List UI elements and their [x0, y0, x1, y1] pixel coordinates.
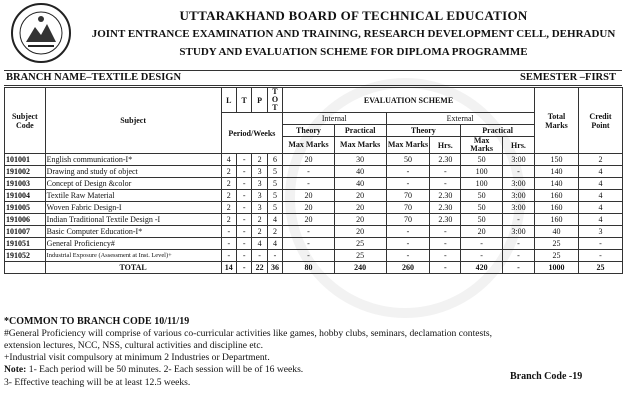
cell-p: 3	[252, 202, 267, 214]
col-external-theory: Theory	[386, 125, 461, 137]
cell-l: 2	[221, 202, 236, 214]
total-t: -	[236, 262, 251, 274]
cell-ext-practical-hrs: 3:00	[503, 178, 535, 190]
cell-tot: 5	[267, 202, 282, 214]
cell-ext-practical-hrs: 3:00	[503, 154, 535, 166]
board-title: UTTARAKHAND BOARD OF TECHNICAL EDUCATION	[179, 8, 528, 23]
branch-name: BRANCH NAME–TEXTILE DESIGN	[6, 72, 182, 83]
semester-label: SEMESTER –FIRST	[520, 72, 616, 83]
col-int-practical-max: Max Marks	[334, 137, 386, 154]
col-ext-practical-max: Max Marks	[461, 137, 503, 154]
cell-ext-practical-max: 50	[461, 202, 503, 214]
cell-t: -	[236, 166, 251, 178]
cell-t: -	[236, 202, 251, 214]
cell-code: 191051	[5, 238, 46, 250]
cell-int-practical-max: 20	[334, 214, 386, 226]
cell-t: -	[236, 178, 251, 190]
col-internal: Internal	[283, 113, 386, 125]
total-subject: TOTAL	[45, 262, 221, 274]
cell-ext-theory-max: -	[386, 238, 430, 250]
footer-line-1: #General Proficiency will comprise of various co-curricular activities like games, hobby clubs, seminars, declamation contests,	[4, 328, 493, 339]
col-credit-point: Credit Point	[578, 88, 622, 154]
col-period-weeks: Period/Weeks	[221, 113, 283, 154]
cell-ext-practical-hrs: -	[503, 238, 535, 250]
cell-int-practical-max: 40	[334, 178, 386, 190]
cell-code: 191006	[5, 214, 46, 226]
cell-credit-point: 4	[578, 214, 622, 226]
cell-int-practical-max: 20	[334, 226, 386, 238]
cell-ext-theory-hrs: -	[430, 178, 461, 190]
cell-p: 3	[252, 178, 267, 190]
cell-subject: Concept of Design &color	[45, 178, 221, 190]
cell-ext-practical-hrs: 3:00	[503, 202, 535, 214]
cell-ext-practical-hrs: -	[503, 250, 535, 262]
table-row	[5, 178, 623, 190]
cell-ext-practical-hrs: -	[503, 214, 535, 226]
cell-int-theory-max: -	[283, 250, 335, 262]
cell-total-marks: 160	[534, 202, 578, 214]
total-code	[5, 262, 46, 274]
cell-subject: Industrial Exposure (Assessment at Inst. Level)+	[45, 250, 221, 262]
cell-tot: 4	[267, 238, 282, 250]
cell-int-practical-max: 20	[334, 202, 386, 214]
col-external-practical: Practical	[461, 125, 535, 137]
cell-credit-point: 3	[578, 226, 622, 238]
col-total-marks: Total Marks	[534, 88, 578, 154]
total-ext-theory-max: 260	[386, 262, 430, 274]
cell-l: -	[221, 250, 236, 262]
total-ext-practical-max: 420	[461, 262, 503, 274]
cell-int-theory-max: -	[283, 238, 335, 250]
cell-int-practical-max: 25	[334, 238, 386, 250]
cell-p: 3	[252, 166, 267, 178]
cell-subject: Textile Raw Material	[45, 190, 221, 202]
col-tot: T O T	[267, 88, 282, 113]
table-row	[5, 226, 623, 238]
cell-ext-practical-max: 50	[461, 214, 503, 226]
cell-p: 3	[252, 190, 267, 202]
col-subject: Subject	[45, 88, 221, 154]
cell-total-marks: 140	[534, 166, 578, 178]
table-row	[5, 238, 623, 250]
cell-tot: 4	[267, 214, 282, 226]
cell-title: JOINT ENTRANCE EXAMINATION AND TRAINING, RESEARCH DEVELOPMENT CELL, DEHRADUN	[91, 28, 616, 40]
cell-l: 2	[221, 214, 236, 226]
footer-line-5: 3- Effective teaching will be at least 12.5 weeks.	[4, 377, 191, 388]
cell-subject: Indian Traditional Textile Design -I	[45, 214, 221, 226]
cell-code: 191003	[5, 178, 46, 190]
total-int-theory-max: 80	[283, 262, 335, 274]
cell-credit-point: 4	[578, 166, 622, 178]
cell-ext-theory-max: -	[386, 250, 430, 262]
cell-int-practical-max: 40	[334, 166, 386, 178]
cell-ext-practical-max: 20	[461, 226, 503, 238]
cell-tot: 2	[267, 226, 282, 238]
branch-code: Branch Code -19	[510, 371, 583, 382]
cell-ext-theory-max: 70	[386, 202, 430, 214]
cell-l: 4	[221, 154, 236, 166]
cell-total-marks: 150	[534, 154, 578, 166]
cell-tot: 6	[267, 154, 282, 166]
total-l: 14	[221, 262, 236, 274]
cell-p: 2	[252, 226, 267, 238]
cell-code: 101001	[5, 154, 46, 166]
cell-ext-theory-hrs: -	[430, 238, 461, 250]
cell-tot: 5	[267, 190, 282, 202]
cell-int-theory-max: 20	[283, 190, 335, 202]
total-p: 22	[252, 262, 267, 274]
col-ext-theory-hrs: Hrs.	[430, 137, 461, 154]
cell-ext-theory-hrs: 2.30	[430, 202, 461, 214]
page-header	[0, 0, 627, 70]
cell-total-marks: 160	[534, 214, 578, 226]
cell-ext-theory-max: 70	[386, 214, 430, 226]
cell-ext-theory-hrs: -	[430, 250, 461, 262]
cell-ext-theory-hrs: 2.30	[430, 154, 461, 166]
cell-ext-practical-hrs: 3:00	[503, 190, 535, 202]
note-text: 1- Each period will be 50 minutes. 2- Each session will be of 16 weeks.	[26, 364, 304, 375]
cell-subject: English communication-I*	[45, 154, 221, 166]
cell-t: -	[236, 154, 251, 166]
cell-ext-practical-hrs: 3:00	[503, 226, 535, 238]
cell-code: 191002	[5, 166, 46, 178]
cell-int-theory-max: 20	[283, 214, 335, 226]
col-ext-theory-max: Max Marks	[386, 137, 430, 154]
col-subject-code: Subject Code	[5, 88, 46, 154]
cell-total-marks: 140	[534, 178, 578, 190]
cell-subject: Basic Computer Education-I*	[45, 226, 221, 238]
col-t: T	[236, 88, 251, 113]
cell-ext-theory-max: -	[386, 226, 430, 238]
table-row	[5, 154, 623, 166]
total-total-marks: 1000	[534, 262, 578, 274]
cell-l: -	[221, 226, 236, 238]
total-tot: 36	[267, 262, 282, 274]
cell-int-theory-max: -	[283, 226, 335, 238]
cell-credit-point: 4	[578, 202, 622, 214]
cell-ext-theory-max: 50	[386, 154, 430, 166]
common-note: *COMMON TO BRANCH CODE 10/11/19	[4, 316, 190, 327]
cell-l: -	[221, 238, 236, 250]
col-int-theory-max: Max Marks	[283, 137, 335, 154]
footer-note	[4, 364, 303, 375]
cell-p: 4	[252, 238, 267, 250]
cell-total-marks: 25	[534, 238, 578, 250]
cell-ext-practical-max: -	[461, 238, 503, 250]
total-credit-point: 25	[578, 262, 622, 274]
total-row	[5, 262, 623, 274]
cell-tot: 5	[267, 178, 282, 190]
cell-credit-point: 4	[578, 190, 622, 202]
cell-credit-point: -	[578, 238, 622, 250]
cell-tot: 5	[267, 166, 282, 178]
cell-t: -	[236, 190, 251, 202]
footer-line-2: extension lectures, NCC, NSS, cultural activities and discipline etc.	[4, 340, 263, 351]
cell-ext-practical-max: 50	[461, 190, 503, 202]
board-logo-icon	[10, 2, 72, 64]
col-evaluation-scheme: EVALUATION SCHEME	[283, 88, 535, 113]
cell-t: -	[236, 226, 251, 238]
cell-subject: Drawing and study of object	[45, 166, 221, 178]
cell-ext-theory-hrs: 2.30	[430, 190, 461, 202]
cell-code: 191005	[5, 202, 46, 214]
cell-code: 101007	[5, 226, 46, 238]
table-row	[5, 214, 623, 226]
table-row	[5, 250, 623, 262]
col-external: External	[386, 113, 534, 125]
cell-ext-practical-max: 100	[461, 178, 503, 190]
cell-subject: General Proficiency#	[45, 238, 221, 250]
cell-int-practical-max: 30	[334, 154, 386, 166]
cell-int-practical-max: 25	[334, 250, 386, 262]
col-internal-practical: Practical	[334, 125, 386, 137]
scheme-title: STUDY AND EVALUATION SCHEME FOR DIPLOMA PROGRAMME	[179, 46, 528, 58]
cell-total-marks: 40	[534, 226, 578, 238]
cell-t: -	[236, 214, 251, 226]
cell-credit-point: 2	[578, 154, 622, 166]
cell-p: -	[252, 250, 267, 262]
cell-l: 2	[221, 190, 236, 202]
col-l: L	[221, 88, 236, 113]
cell-total-marks: 25	[534, 250, 578, 262]
table-row	[5, 166, 623, 178]
cell-ext-practical-hrs: -	[503, 166, 535, 178]
cell-credit-point: -	[578, 250, 622, 262]
cell-total-marks: 160	[534, 190, 578, 202]
cell-tot: -	[267, 250, 282, 262]
cell-code: 191052	[5, 250, 46, 262]
cell-l: 2	[221, 178, 236, 190]
cell-p: 2	[252, 154, 267, 166]
cell-credit-point: 4	[578, 178, 622, 190]
table-row	[5, 202, 623, 214]
cell-int-theory-max: 20	[283, 202, 335, 214]
cell-int-theory-max: -	[283, 178, 335, 190]
cell-ext-theory-hrs: -	[430, 166, 461, 178]
cell-ext-theory-hrs: 2.30	[430, 214, 461, 226]
cell-int-practical-max: 20	[334, 190, 386, 202]
cell-code: 191004	[5, 190, 46, 202]
cell-subject: Woven Fabric Design-I	[45, 202, 221, 214]
cell-ext-theory-max: -	[386, 166, 430, 178]
col-internal-theory: Theory	[283, 125, 335, 137]
cell-int-theory-max: 20	[283, 154, 335, 166]
table-row	[5, 190, 623, 202]
cell-int-theory-max: -	[283, 166, 335, 178]
col-ext-practical-hrs: Hrs.	[503, 137, 535, 154]
cell-ext-practical-max: 100	[461, 166, 503, 178]
cell-ext-theory-max: 70	[386, 190, 430, 202]
cell-t: -	[236, 250, 251, 262]
branch-bar	[4, 70, 622, 86]
total-ext-theory-hrs: -	[430, 262, 461, 274]
cell-t: -	[236, 238, 251, 250]
total-ext-practical-hrs: -	[503, 262, 535, 274]
footer-line-3: +Industrial visit compulsory at minimum 2 Industries or Department.	[4, 352, 270, 363]
evaluation-scheme-table	[4, 87, 623, 274]
cell-ext-practical-max: -	[461, 250, 503, 262]
total-int-practical-max: 240	[334, 262, 386, 274]
cell-p: 2	[252, 214, 267, 226]
cell-ext-theory-max: -	[386, 178, 430, 190]
col-p: P	[252, 88, 267, 113]
note-label: Note:	[4, 364, 27, 375]
cell-ext-theory-hrs: -	[430, 226, 461, 238]
cell-ext-practical-max: 50	[461, 154, 503, 166]
cell-l: 2	[221, 166, 236, 178]
